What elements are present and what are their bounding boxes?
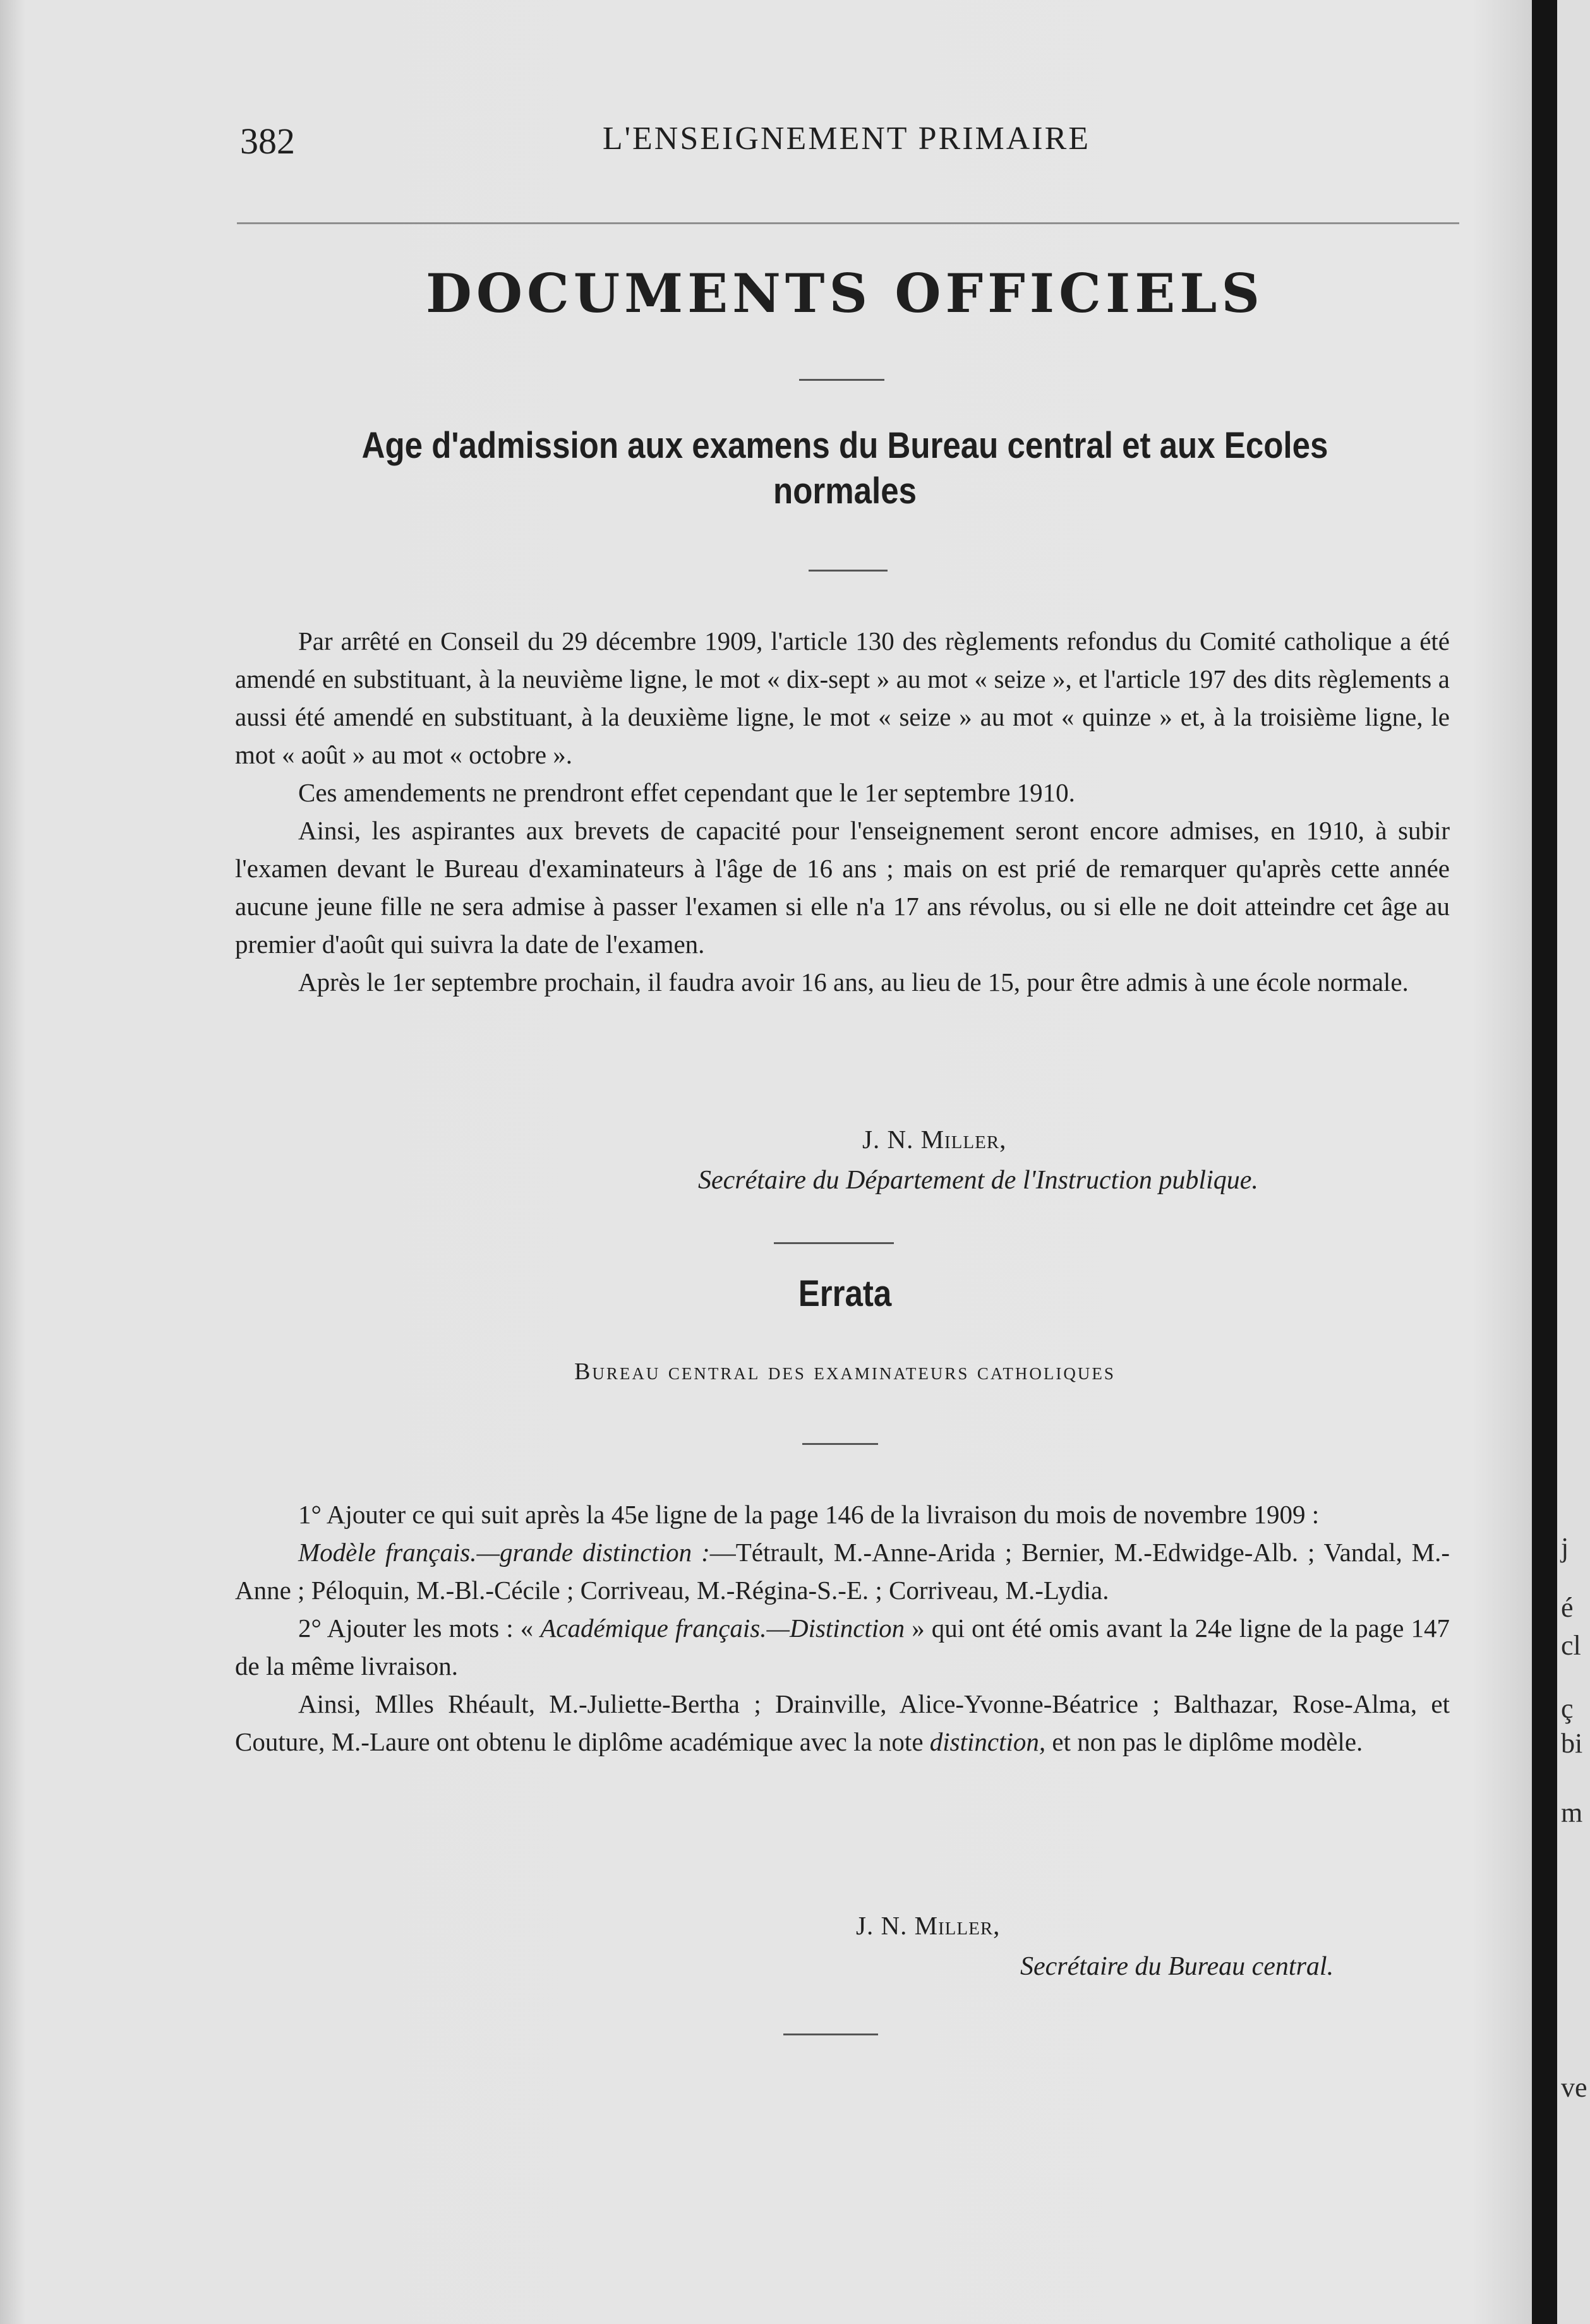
paragraph bbox=[235, 1609, 1450, 1685]
italic-text: Académique français.—Distinction bbox=[540, 1614, 905, 1643]
signature-title: Secrétaire du Département de l'Instruction publique. bbox=[698, 1166, 1258, 1195]
end-rule bbox=[783, 2033, 878, 2035]
fragment: bi bbox=[1561, 1728, 1583, 1759]
paragraph bbox=[235, 1533, 1450, 1609]
fragment: cl bbox=[1561, 1630, 1581, 1661]
journal-title: L'ENSEIGNEMENT PRIMAIRE bbox=[602, 121, 1091, 157]
fragment: ve bbox=[1561, 2072, 1587, 2103]
signature-title: Secrétaire du Bureau central. bbox=[1020, 1952, 1334, 1981]
text: —Tétrault, M.-Anne-Arida ; Bernier, M.-Edwidge-Alb. ; Vandal, M.-Anne ; Péloquin, M.-Bl.-Cécile ; Corriveau, M.-Régina-S.-E. ; Corriveau, M.-Lydia. bbox=[235, 1538, 1450, 1605]
text: et non pas le diplôme modèle. bbox=[1052, 1727, 1363, 1756]
title-divider bbox=[799, 379, 884, 381]
paragraph bbox=[235, 1685, 1450, 1761]
italic-text: distinction, bbox=[929, 1727, 1046, 1756]
paragraph: Ces amendements ne prendront effet cependant que le 1er septembre 1910. bbox=[298, 778, 1075, 807]
italic-text: Modèle français.—grande distinction : bbox=[298, 1538, 710, 1567]
text: » qui ont été omis avant la 24e ligne de la page 147 de la même livraison. bbox=[235, 1614, 1450, 1680]
signature-name: J. N. Miller, bbox=[856, 1911, 1001, 1940]
section-divider bbox=[774, 1242, 894, 1244]
paragraph: 1° Ajouter ce qui suit après la 45e ligne de la page 146 de la livraison du mois de novembre 1909 : bbox=[298, 1500, 1320, 1529]
text: Ainsi, Mlles Rhéault, M.-Juliette-Bertha ; Drainville, Alice-Yvonne-Béatrice ; Balthazar, Rose-Alma, et Couture, M.-Laure ont obtenu le diplôme académique avec la note bbox=[235, 1689, 1450, 1756]
adjacent-page-edge bbox=[1557, 0, 1590, 2324]
article-title: Age d'admission aux examens du Bureau central et aux Ecoles normales bbox=[361, 425, 1328, 512]
running-head bbox=[240, 120, 1453, 164]
signature-name: J. N. Miller, bbox=[862, 1125, 1007, 1154]
fragment: m bbox=[1561, 1797, 1583, 1828]
fragment: ç bbox=[1561, 1693, 1574, 1724]
errata-divider bbox=[802, 1443, 878, 1445]
text: 2° Ajouter les mots : « bbox=[298, 1614, 534, 1643]
header-rule bbox=[237, 222, 1459, 224]
paragraph: Ainsi, les aspirantes aux brevets de capacité pour l'enseignement seront encore admises, en 1910, à subir l'examen devant le Bureau d'examinateurs à l'âge de 16 ans ; mais on est prié de remarquer qu'après cette année aucune jeune fille ne sera admise à passer l'examen si elle n'a 17 ans révolus, ou si elle ne doit atteindre cet âge au premier d'août qui suivra la date de l'examen. bbox=[235, 816, 1450, 959]
fragment: j bbox=[1561, 1532, 1569, 1563]
page-number: 382 bbox=[240, 121, 295, 162]
section-title: DOCUMENTS OFFICIELS bbox=[426, 262, 1264, 325]
article-body bbox=[235, 622, 1450, 1001]
paragraph: Par arrêté en Conseil du 29 décembre 1909, l'article 130 des règlements refondus du Comité catholique a été amendé en substituant, à la neuvième ligne, le mot « dix-sept » au mot « seize », et l'article 197 des dits règlements a aussi été amendé en substituant, à la deuxième ligne, le mot « seize » au mot « quinze » et, à la troisième ligne, le mot « août » au mot « octobre ». bbox=[235, 626, 1450, 769]
book-binding-gutter bbox=[1532, 0, 1557, 2324]
fragment: é bbox=[1561, 1592, 1574, 1623]
errata-title: Errata bbox=[798, 1273, 892, 1314]
errata-body bbox=[235, 1495, 1450, 1761]
paragraph: Après le 1er septembre prochain, il faudra avoir 16 ans, au lieu de 15, pour être admis à une école normale. bbox=[298, 967, 1409, 997]
article-divider bbox=[809, 570, 888, 572]
errata-subtitle: Bureau central des examinateurs catholiques bbox=[574, 1358, 1116, 1385]
